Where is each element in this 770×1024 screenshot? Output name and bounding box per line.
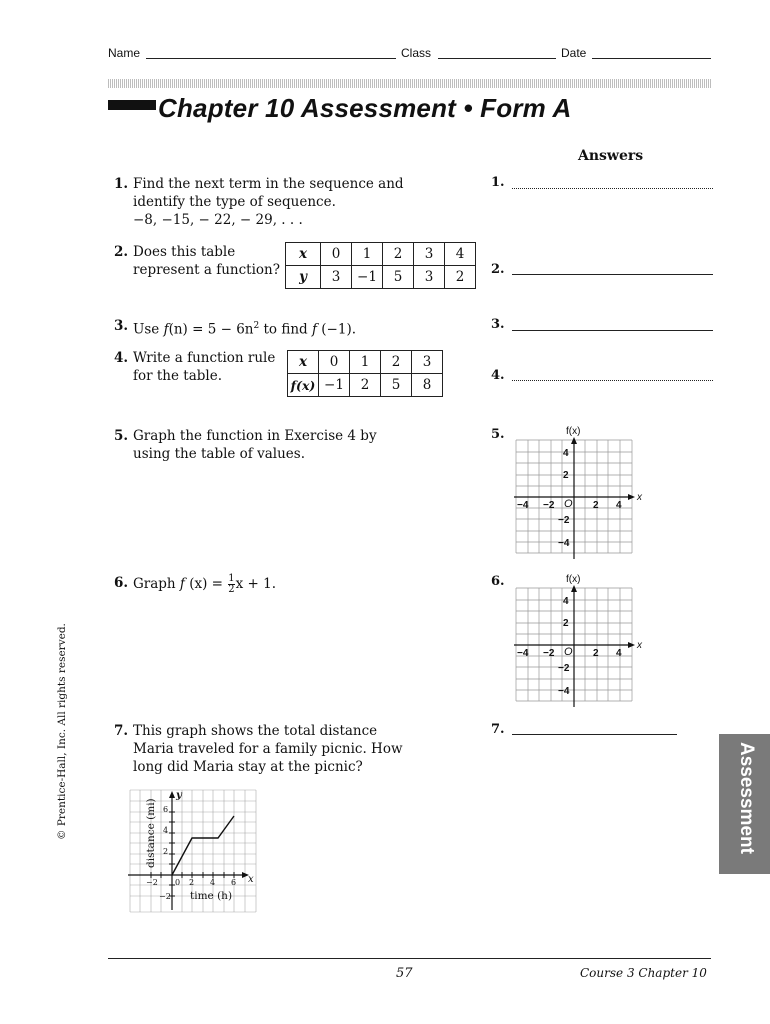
table-cell: 0 <box>321 243 352 266</box>
table-cell: 0 <box>319 351 350 374</box>
fraction-denominator: 2 <box>228 584 235 595</box>
question-number: 7. <box>114 723 129 739</box>
question-number: 5. <box>114 428 129 444</box>
table-cell: 3 <box>414 266 445 289</box>
assessment-tab <box>719 734 770 874</box>
y-axis-arrow <box>571 437 577 444</box>
tick-label-x: −2 <box>146 878 158 887</box>
table-row <box>286 266 476 289</box>
tick-label-x: 4 <box>616 500 622 511</box>
table-cell: 5 <box>383 266 414 289</box>
question-number: 2. <box>114 244 129 260</box>
answer-number-5: 5. <box>491 427 505 442</box>
question-line: identify the type of sequence. <box>133 194 336 210</box>
tick-label-y: −2 <box>159 892 171 901</box>
question-number: 1. <box>114 176 129 192</box>
question-line: Write a function rule <box>133 350 276 366</box>
table-cell: 2 <box>445 266 476 289</box>
question-number: 6. <box>114 575 129 591</box>
y-axis-arrow <box>571 585 577 592</box>
copyright-text: © Prentice-Hall, Inc. All rights reserved. <box>56 623 68 840</box>
footer-rule <box>108 958 711 959</box>
answer-number-3: 3. <box>491 317 505 332</box>
table-cell: −1 <box>352 266 383 289</box>
question-line: Maria traveled for a family picnic. How <box>133 741 403 757</box>
question-number: 3. <box>114 318 129 334</box>
question-4 <box>114 349 276 384</box>
question-line: Does this table <box>133 244 236 260</box>
graph-grid-6[interactable] <box>508 570 648 708</box>
answer-number-1: 1. <box>491 175 505 190</box>
page-number: 57 <box>396 966 413 981</box>
function-symbol: f <box>163 321 169 338</box>
tick-label-x: 4 <box>616 648 622 659</box>
grid-x-label: x <box>637 640 642 651</box>
answer-line-4[interactable] <box>512 380 713 381</box>
tick-label-x: 4 <box>210 878 216 887</box>
table-cell: 1 <box>350 351 381 374</box>
question-line: using the table of values. <box>133 446 305 462</box>
assessment-tab-label: Assessment <box>736 742 757 854</box>
question-1 <box>114 175 404 228</box>
x-axis-arrow <box>628 642 635 648</box>
question-5 <box>114 427 377 462</box>
answer-line-3[interactable] <box>512 330 713 331</box>
tick-label-y: 2 <box>563 470 569 481</box>
tick-label-y: 6 <box>163 805 169 814</box>
table-header-x: x <box>288 351 319 374</box>
answer-number-6: 6. <box>491 574 505 589</box>
course-label: Course 3 Chapter 10 <box>580 966 707 980</box>
table-row <box>288 351 443 374</box>
question-7 <box>114 722 403 775</box>
graph7-origin: 0 <box>175 878 181 887</box>
distance-time-graph <box>128 786 260 916</box>
grid-origin-label: O <box>564 498 573 510</box>
answer-number-4: 4. <box>491 368 505 383</box>
answers-heading: Answers <box>578 148 644 164</box>
x-axis-arrow <box>628 494 635 500</box>
y-axis-arrow <box>169 791 175 798</box>
tick-label-y: 2 <box>563 618 569 629</box>
question-text: Graph <box>133 576 180 592</box>
question-line: −8, −15, − 22, − 29, . . . <box>133 212 303 228</box>
answer-line-1[interactable] <box>512 188 713 189</box>
grid-x-label: x <box>637 492 642 503</box>
question-line: represent a function? <box>133 262 280 278</box>
tick-label-y: −4 <box>558 538 570 549</box>
table-cell: 5 <box>381 374 412 397</box>
table-header-fx: f(x) <box>288 374 319 397</box>
tick-label-x: −4 <box>517 500 529 511</box>
tick-label-x: −2 <box>543 648 555 659</box>
class-label: Class <box>401 46 432 60</box>
table-q4 <box>287 350 443 397</box>
table-row <box>286 243 476 266</box>
tick-label-x: 2 <box>593 648 599 659</box>
graph-grid-5[interactable] <box>508 422 648 560</box>
table-cell: 2 <box>381 351 412 374</box>
tick-label-y: −2 <box>558 515 570 526</box>
copyright-sidebar <box>56 623 70 840</box>
table-cell: 2 <box>350 374 381 397</box>
table-cell: 8 <box>412 374 443 397</box>
name-label: Name <box>108 46 141 60</box>
table-cell: 4 <box>445 243 476 266</box>
name-line[interactable] <box>146 58 396 59</box>
table-cell: 3 <box>321 266 352 289</box>
table-cell: 3 <box>412 351 443 374</box>
tick-label-y: 2 <box>163 847 169 856</box>
date-label: Date <box>561 46 587 60</box>
question-number: 4. <box>114 350 129 366</box>
exponent: 2 <box>253 321 260 331</box>
graph7-y-label: y <box>176 790 182 801</box>
answer-number-7: 7. <box>491 722 505 737</box>
grid-origin-label: O <box>564 646 573 658</box>
question-text: (x) = <box>184 576 228 592</box>
question-line: long did Maria stay at the picnic? <box>133 759 363 775</box>
tick-label-y: 4 <box>163 826 169 835</box>
table-q2 <box>285 242 476 289</box>
class-line[interactable] <box>438 58 556 59</box>
table-cell: 2 <box>383 243 414 266</box>
question-line: Graph the function in Exercise 4 by <box>133 428 377 444</box>
tick-label-y: −2 <box>558 663 570 674</box>
graph7-x-title: time (h) <box>190 890 233 902</box>
tick-label-x: −4 <box>517 648 529 659</box>
question-text: (−1). <box>317 321 357 338</box>
graph7-y-title: distance (mi) <box>145 798 157 868</box>
fraction-numerator: 1 <box>228 573 235 584</box>
tick-label-x: 6 <box>231 878 237 887</box>
header-stripe <box>108 79 711 88</box>
tick-label-y: 4 <box>563 596 569 607</box>
graph7-x-label: x <box>248 874 254 885</box>
table-cell: 3 <box>414 243 445 266</box>
question-text: to find <box>259 321 312 338</box>
tick-label-x: −2 <box>543 500 555 511</box>
question-line: Find the next term in the sequence and <box>133 176 404 192</box>
date-line[interactable] <box>592 58 711 59</box>
question-text: Use <box>133 321 164 338</box>
question-6 <box>114 573 277 595</box>
question-line: for the table. <box>133 368 222 384</box>
tick-label-y: −4 <box>558 686 570 697</box>
function-symbol: f <box>312 321 317 338</box>
table-cell: −1 <box>319 374 350 397</box>
grid-y-label: f(x) <box>566 574 581 585</box>
function-symbol: f <box>179 576 185 592</box>
title-bar <box>108 100 156 110</box>
tick-label-y: 4 <box>563 448 569 459</box>
question-text: x + 1. <box>235 576 277 592</box>
table-header-y: y <box>286 266 321 289</box>
tick-label-x: 2 <box>593 500 599 511</box>
question-text: (n) = 5 − 6n <box>168 321 254 338</box>
question-3 <box>114 317 357 338</box>
table-row <box>288 374 443 397</box>
page-title: Chapter 10 Assessment • Form A <box>158 93 572 123</box>
question-line: This graph shows the total distance <box>133 723 378 739</box>
table-header-x: x <box>286 243 321 266</box>
answer-line-2[interactable] <box>512 274 713 275</box>
tick-label-x: 2 <box>189 878 195 887</box>
table-cell: 1 <box>352 243 383 266</box>
answer-number-2: 2. <box>491 262 505 277</box>
answer-line-7[interactable] <box>512 734 677 735</box>
question-2 <box>114 243 280 278</box>
grid-y-label: f(x) <box>566 426 581 437</box>
